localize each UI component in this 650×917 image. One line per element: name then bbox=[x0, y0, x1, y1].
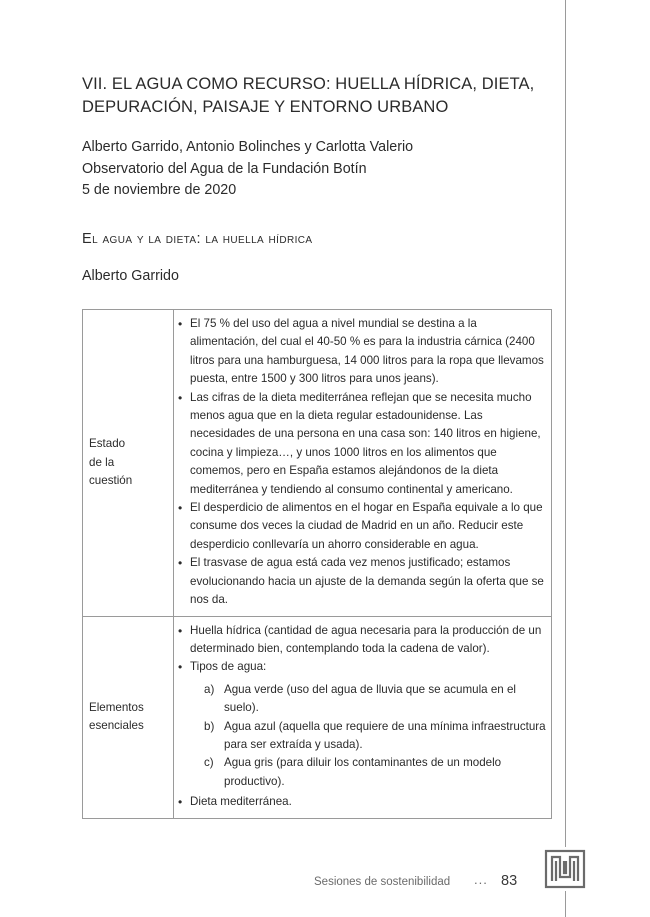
row-label: Elementos esenciales bbox=[89, 700, 144, 733]
section-heading: El agua y la dieta: la huella hídrica bbox=[82, 231, 313, 247]
table-row bbox=[83, 616, 552, 818]
list-item-text: Tipos de agua: bbox=[190, 660, 267, 674]
sub-list bbox=[190, 681, 547, 791]
sub-list-item bbox=[190, 718, 547, 755]
sub-item-text: Agua verde (uso del agua de lluvia que se acumula en el suelo). bbox=[224, 682, 516, 715]
section-author: Alberto Garrido bbox=[82, 268, 179, 284]
chapter-organization: Observatorio del Agua de la Fundación Botín bbox=[82, 160, 367, 177]
bullet-list bbox=[177, 622, 547, 812]
footer-dots: ... bbox=[474, 872, 488, 887]
table-row bbox=[83, 310, 552, 617]
list-item bbox=[177, 658, 547, 791]
row-content-cell bbox=[174, 616, 552, 818]
footer-series-title: Sesiones de sostenibilidad bbox=[314, 876, 451, 888]
sub-item-letter: b) bbox=[204, 719, 215, 733]
row-label-cell bbox=[83, 616, 174, 818]
sub-list-item bbox=[190, 681, 547, 718]
chapter-credits bbox=[82, 137, 552, 202]
page-number: 83 bbox=[501, 873, 518, 889]
fundacion-botin-logo-icon bbox=[543, 847, 587, 891]
list-item: • Huella hídrica (cantidad de agua necesaria para la producción de un determinado bien, contemplando toda la cadena de valor). bbox=[177, 622, 547, 659]
logo-glyph-icon bbox=[543, 847, 587, 891]
list-item: • El trasvase de agua está cada vez menos justificado; estamos evolucionando hacia un ajuste de la demanda según la oferta que se nos da. bbox=[177, 554, 547, 609]
chapter-date: 5 de noviembre de 2020 bbox=[82, 182, 237, 198]
row-label: Estado de la cuestión bbox=[89, 437, 133, 487]
row-content-cell bbox=[174, 310, 552, 617]
sub-list-item bbox=[190, 754, 547, 791]
sub-item-letter: a) bbox=[204, 682, 215, 696]
chapter-authors: Alberto Garrido, Antonio Bolinches y Carlotta Valerio bbox=[82, 139, 414, 155]
list-item: • Dieta mediterránea. bbox=[177, 793, 547, 811]
sub-item-text: Agua gris (para diluir los contaminantes de un modelo productivo). bbox=[224, 756, 502, 788]
list-item: • El desperdicio de alimentos en el hogar en España equivale a lo que consume dos veces la ciudad de Madrid en un año. Reducir este desperdicio conllevaría un ahorro considerable en agua. bbox=[177, 499, 547, 554]
chapter-title: VII. EL AGUA COMO RECURSO: HUELLA HÍDRICA, DIETA, DEPURACIÓN, PAISAJE Y ENTORNO URBANO bbox=[82, 75, 535, 116]
row-label-cell bbox=[83, 310, 174, 617]
summary-table bbox=[82, 309, 552, 819]
list-item: • El 75 % del uso del agua a nivel mundial se destina a la alimentación, del cual el 40-50 % es para la industria cárnica (2400 litros para una hamburguesa, 14 000 litros para la ropa que llevamos puesta, entre 1500 y 300 litros para unos jeans). bbox=[177, 315, 547, 389]
list-item: • Las cifras de la dieta mediterránea reflejan que se necesita mucho menos agua que en la dieta regular estadounidense. Las necesidades de una persona en una casa son: 140 litros en higiene, cocina y limpieza…, y unos 1000 litros en los alimentos que comemos, pero en España estamos alejándonos de la dieta mediterránea y tendiendo al consumo continental y americano. bbox=[177, 389, 547, 499]
page-margin-line bbox=[565, 0, 566, 917]
sub-item-letter: c) bbox=[204, 756, 214, 770]
bullet-list bbox=[177, 315, 547, 610]
sub-item-text: Agua azul (aquella que requiere de una mínima infraestructura para ser extraída y usada). bbox=[224, 719, 546, 751]
